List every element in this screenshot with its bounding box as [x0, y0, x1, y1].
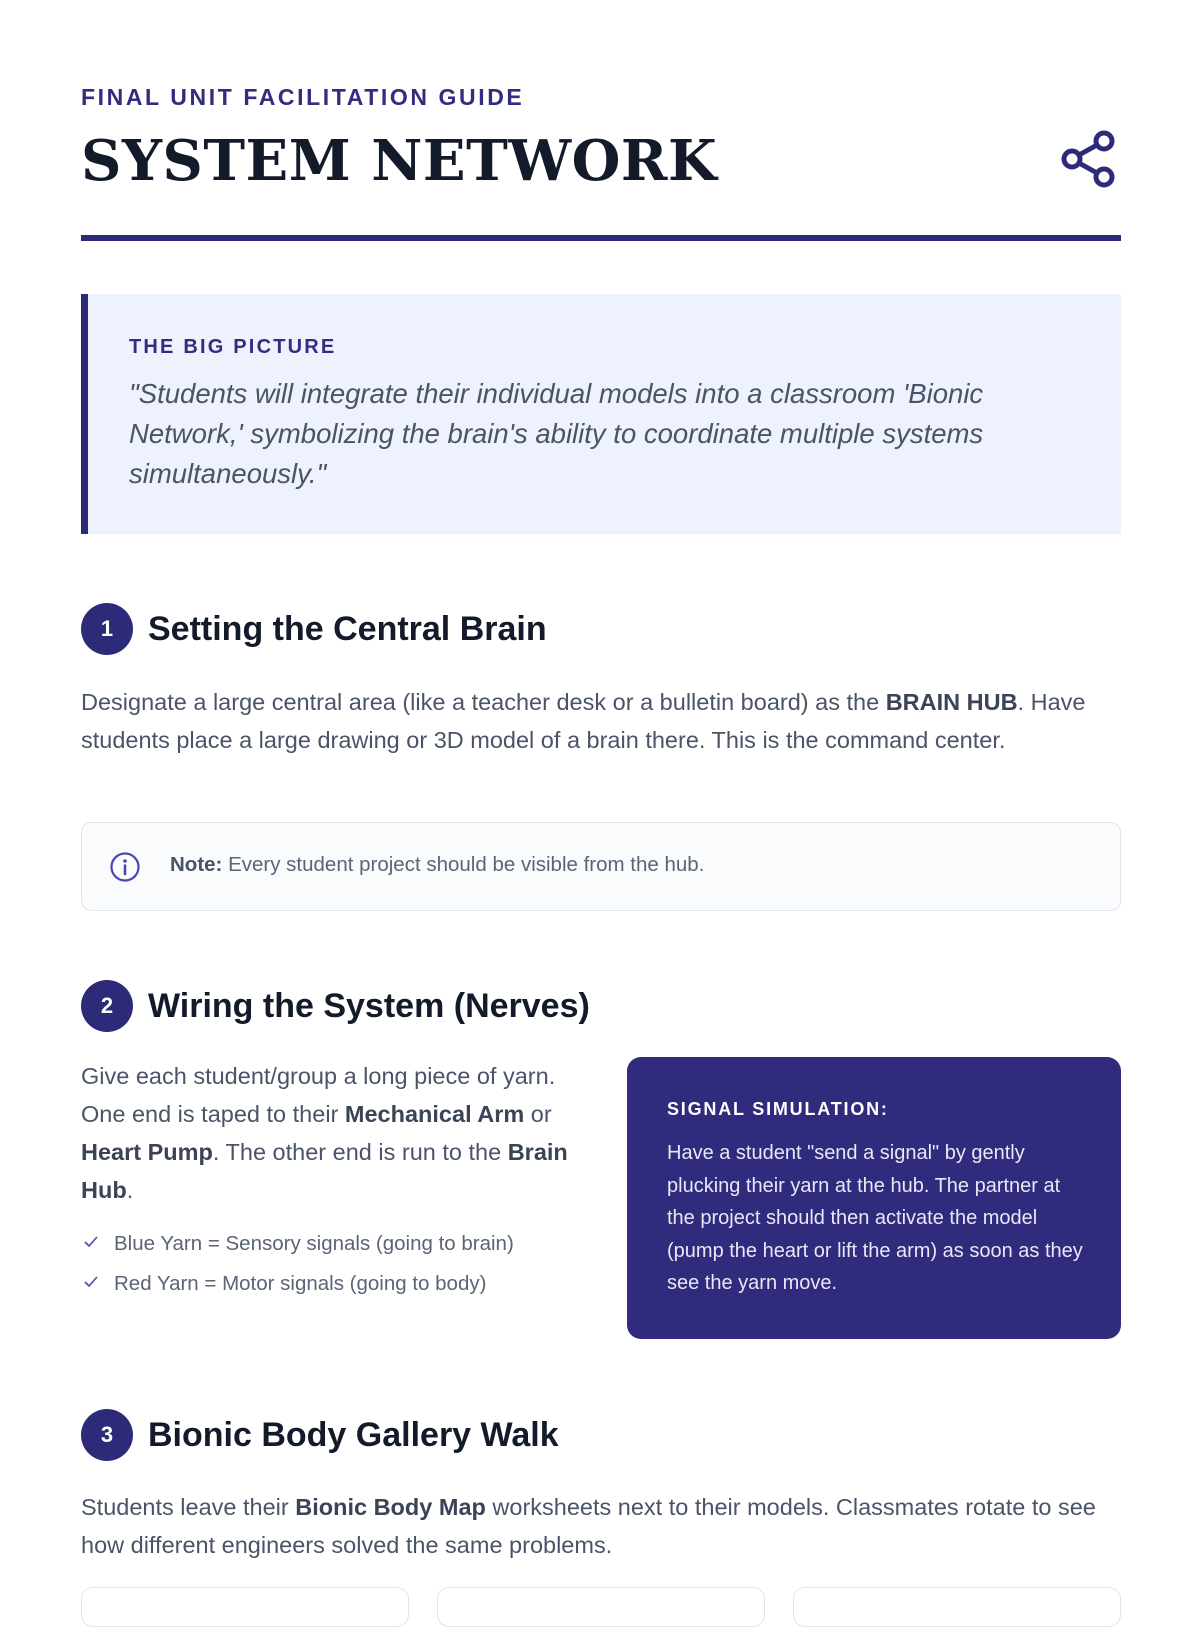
step-number-badge: 3	[81, 1409, 133, 1461]
share-button[interactable]	[1056, 127, 1120, 191]
big-picture-callout	[81, 294, 1121, 534]
note-label: Note:	[170, 853, 223, 876]
guide-kicker: FINAL UNIT FACILITATION GUIDE	[81, 84, 525, 110]
note-body: Every student project should be visible from the hub.	[222, 853, 705, 876]
text-run: .	[126, 1177, 134, 1203]
page-title: SYSTEM NETWORK	[81, 128, 718, 194]
brain-hub-term: BRAIN HUB	[885, 689, 1018, 715]
note-text	[170, 853, 704, 877]
info-icon	[109, 851, 141, 883]
list-item-label: Red Yarn = Motor signals (going to body)	[114, 1272, 487, 1295]
gallery-cards-row	[81, 1587, 1121, 1627]
mechanical-arm-term: Mechanical Arm	[344, 1101, 525, 1127]
brain-hub-term: Brain Hub	[81, 1139, 568, 1203]
share-icon	[1056, 127, 1120, 191]
step-1-description	[81, 683, 1121, 759]
step-title: Setting the Central Brain	[148, 610, 547, 648]
text-run: Give each student/group a long piece of yarn. One end is taped to their	[81, 1063, 556, 1127]
check-icon	[83, 1234, 99, 1250]
bionic-body-map-term: Bionic Body Map	[295, 1494, 486, 1520]
callout-label: THE BIG PICTURE	[129, 336, 337, 358]
note-box	[81, 822, 1121, 911]
step-3-description	[81, 1488, 1121, 1564]
step-number-badge: 1	[81, 603, 133, 655]
title-divider	[81, 235, 1121, 241]
text-run: . The other end is run to the	[212, 1139, 508, 1165]
text-run: Students leave their	[81, 1494, 296, 1520]
gallery-card	[793, 1587, 1121, 1627]
text-run: . Have students place a large drawing or 3D model of a brain there. This is the command center.	[81, 689, 1086, 753]
step-title: Wiring the System (Nerves)	[148, 987, 590, 1025]
signal-box-text: Have a student "send a signal" by gently plucking their yarn at the hub. The partner at the project should then activate the model (pump the heart or lift the arm) as soon as they see the yarn move.	[667, 1142, 1083, 1294]
step-title: Bionic Body Gallery Walk	[148, 1416, 559, 1454]
callout-quote: "Students will integrate their individual models into a classroom 'Bionic Network,' symbolizing the brain's ability to coordinate multiple systems simultaneously."	[129, 378, 984, 489]
gallery-card	[81, 1587, 409, 1627]
heart-pump-term: Heart Pump	[81, 1139, 213, 1165]
step-number-badge: 2	[81, 980, 133, 1032]
step-2-description	[81, 1057, 571, 1209]
gallery-card	[437, 1587, 765, 1627]
signal-simulation-box	[627, 1057, 1121, 1339]
list-item-label: Blue Yarn = Sensory signals (going to brain)	[114, 1232, 514, 1255]
text-run: Designate a large central area (like a teacher desk or a bulletin board) as the	[81, 689, 886, 715]
text-run: or	[524, 1101, 552, 1127]
signal-box-title: SIGNAL SIMULATION:	[667, 1099, 889, 1119]
text-run: worksheets next to their models. Classmates rotate to see how different engineers solved the same problems.	[81, 1494, 1096, 1558]
check-icon	[83, 1274, 99, 1290]
